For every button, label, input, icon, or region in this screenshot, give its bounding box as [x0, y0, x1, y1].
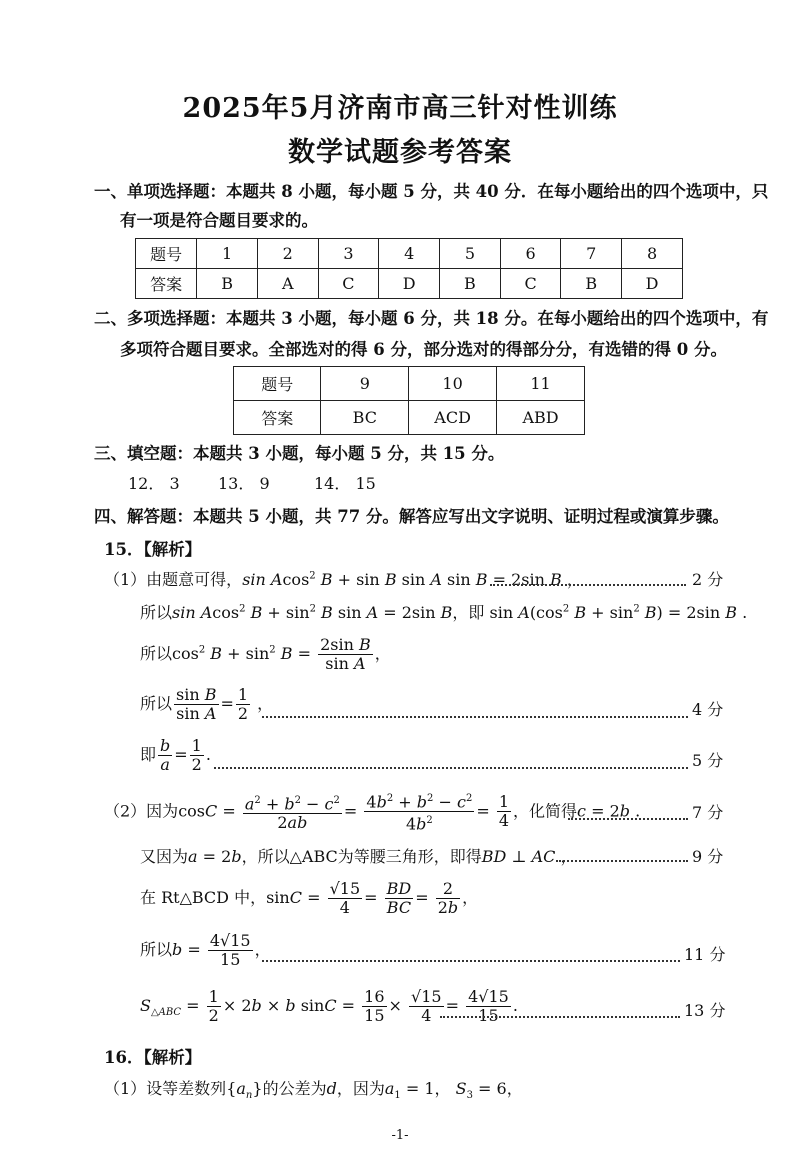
table-cell: 答案 [234, 401, 321, 435]
section1-heading-cont: 有一项是符合题目要求的。 [120, 211, 318, 230]
page-subtitle: 数学试题参考答案 [288, 137, 512, 168]
table-cell: 9 [321, 367, 409, 401]
table-cell: 11 [497, 367, 585, 401]
q15-part2-step4: 所以b = $\frac{4√15}{15}$ ， [140, 931, 271, 969]
table-cell: 4 [379, 239, 440, 269]
score-label: 9 分 [692, 847, 724, 866]
multi-choice-answer-table [233, 366, 585, 435]
table-cell: 10 [409, 367, 497, 401]
q15-step4: 所以 $\frac{\text{sin B}}{\text{sin A}}$ = $\frac{1}{2}$ ， [140, 685, 274, 723]
fill-answer-12: 12． 3 [128, 474, 180, 493]
table-cell: B [197, 269, 258, 299]
table-cell: ACD [409, 401, 497, 435]
table-cell: D [622, 269, 683, 299]
dotted-leader [262, 960, 680, 962]
score-label: 11 分 [684, 945, 726, 964]
section4-heading: 四、解答题：本题共 5 小题，共 77 分。解答应写出文字说明、证明过程或演算步骤。 [94, 507, 729, 526]
dotted-leader [556, 860, 688, 862]
table-cell: 3 [318, 239, 379, 269]
q15-step1: （1）由题意可得，sin Acos$^2$ B + sin B sin A sin B = 2sin B ， [104, 570, 583, 589]
table-cell: ABD [497, 401, 585, 435]
section2-heading: 二、多项选择题：本题共 3 小题，每小题 6 分，共 18 分。在每小题给出的四个选项中，有 [94, 309, 769, 328]
score-label: 4 分 [692, 700, 724, 719]
table-row [234, 367, 585, 401]
dotted-leader [262, 716, 688, 718]
page-title: 2025年5月济南市高三针对性训练 [182, 93, 618, 124]
table-cell: C [500, 269, 561, 299]
q15-part2-step3: 在 Rt△BCD 中，sinC = $\frac{√15}{4}$ = $\frac{BD}{BC}$ = $\frac{2}{2b}$ ， [140, 879, 479, 917]
q15-step5: 即 $\frac{b}{a}$ = $\frac{1}{2}$ . [140, 736, 211, 774]
table-cell: 答案 [136, 269, 197, 299]
table-cell: B [561, 269, 622, 299]
table-cell: B [440, 269, 501, 299]
dotted-leader [490, 584, 686, 586]
score-label: 13 分 [684, 1001, 726, 1020]
section1-heading: 一、单项选择题：本题共 8 小题，每小题 5 分，共 40 分．在每小题给出的四个选项中，只 [94, 182, 769, 201]
table-row [136, 239, 683, 269]
section2-heading-cont: 多项符合题目要求。全部选对的得 6 分，部分选对的得部分分，有选错的得 0 分。 [120, 340, 727, 359]
table-row [136, 269, 683, 299]
table-cell: 8 [622, 239, 683, 269]
q15-part2-step5: $S_{\triangle ABC}$ = $\frac{1}{2}$ × 2b × b sinC = $\frac{16}{15}$ × $\frac{√15}{4}$ = $\frac{4√15}{15}$ . [140, 987, 518, 1025]
table-cell: A [257, 269, 318, 299]
fill-answer-13: 13． 9 [218, 474, 270, 493]
fill-answer-14: 14． 15 [314, 474, 376, 493]
table-cell: BC [321, 401, 409, 435]
dotted-leader [440, 1016, 680, 1018]
table-cell: D [379, 269, 440, 299]
score-label: 7 分 [692, 803, 724, 822]
dotted-leader [568, 818, 688, 820]
table-cell: 题号 [136, 239, 197, 269]
table-cell: 6 [500, 239, 561, 269]
q16-step1: （1）设等差数列$\{a_n\}$的公差为d，因为$a_1 = 1$， $S_3 = 6$， [104, 1079, 523, 1102]
q15-step3: 所以$\cos^2 B + \sin^2 B$ = $\frac{\text{2sin B}}{\text{sin A}}$ ， [140, 635, 391, 673]
q15-part2-step1: （2）因为cosC = $\frac{a^2 + b^2 - c^2}{2ab}$ = $\frac{4b^2 + b^2 - c^2}{4b^2}$ = $\frac{1}{4}$ ，化简得c = 2b . [104, 790, 640, 834]
section3-heading: 三、填空题：本题共 3 小题，每小题 5 分，共 15 分。 [94, 444, 505, 463]
table-row [234, 401, 585, 435]
table-cell: 7 [561, 239, 622, 269]
q15-heading: 15．【解析】 [104, 540, 202, 559]
table-cell: 2 [257, 239, 318, 269]
score-label: 2 分 [692, 570, 724, 589]
single-choice-answer-table [135, 238, 683, 299]
q16-heading: 16．【解析】 [104, 1048, 202, 1067]
q15-part2-step2: 又因为a = 2b，所以△ABC为等腰三角形，即得BD ⊥ AC ， [140, 847, 577, 866]
table-cell: 5 [440, 239, 501, 269]
table-cell: 1 [197, 239, 258, 269]
page-number: -1- [391, 1128, 409, 1143]
table-cell: C [318, 269, 379, 299]
q15-step2: 所以sin Acos$^2$ $B + \sin^2 B$ sin A = 2sin B，即 $\sin A(\cos^2$ $B + \sin^2 B) = 2\sin$ B . [140, 603, 748, 622]
table-cell: 题号 [234, 367, 321, 401]
dotted-leader [214, 767, 688, 769]
score-label: 5 分 [692, 751, 724, 770]
